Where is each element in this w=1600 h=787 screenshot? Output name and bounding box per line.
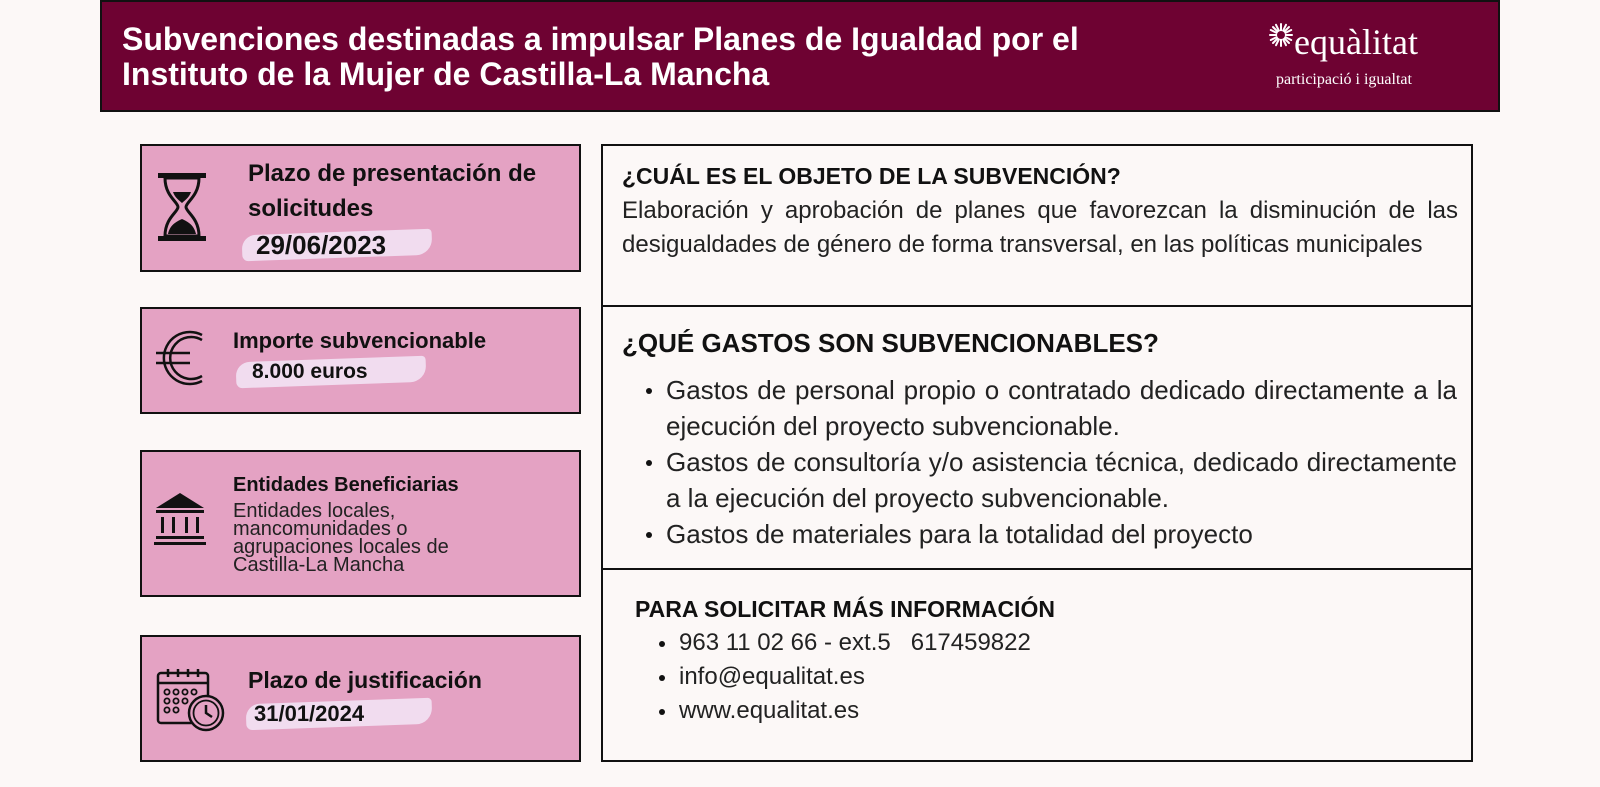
logo-tagline: participació i igualtat bbox=[1276, 71, 1412, 88]
objeto-heading: ¿CUÁL ES EL OBJETO DE LA SUBVENCIÓN? bbox=[622, 163, 1121, 189]
plazo-label: Plazo de presentación de solicitudes bbox=[248, 160, 537, 222]
info-section bbox=[603, 570, 1471, 760]
page-title: Subvenciones destinadas a impulsar Planes de Igualdad por el Instituto de la Mujer de Castilla-La Mancha bbox=[122, 21, 1079, 92]
objeto-section bbox=[603, 146, 1471, 307]
gastos-list bbox=[666, 372, 1457, 552]
card-plazo-presentacion bbox=[140, 144, 581, 272]
info-panel bbox=[601, 144, 1473, 762]
building-icon bbox=[154, 492, 206, 546]
calendar-clock-icon bbox=[156, 667, 226, 733]
contact-list bbox=[679, 626, 1451, 728]
info-heading: PARA SOLICITAR MÁS INFORMACIÓN bbox=[635, 596, 1055, 622]
importe-label: Importe subvencionable bbox=[233, 328, 487, 353]
sunburst-logo-icon bbox=[1268, 22, 1294, 48]
importe-amount: 8.000 euros bbox=[252, 360, 368, 383]
gastos-section bbox=[603, 307, 1471, 570]
hourglass-icon bbox=[156, 172, 208, 242]
card-importe bbox=[140, 307, 581, 414]
list-item: Gastos de personal propio o contratado dedicado directamente a la ejecución del proyecto subvencionable. bbox=[666, 372, 1457, 444]
card-entidades bbox=[140, 450, 581, 597]
website-link[interactable]: www.equalitat.es bbox=[679, 694, 1451, 728]
logo-name: equàlitat bbox=[1294, 22, 1418, 62]
justificacion-label: Plazo de justificación bbox=[248, 667, 482, 693]
email-link[interactable]: info@equalitat.es bbox=[679, 660, 1451, 694]
equalitat-logo bbox=[1268, 20, 1458, 96]
list-item: Gastos de consultoría y/o asistencia técnica, dedicado directamente a la ejecución del proyecto subvencionable. bbox=[666, 444, 1457, 516]
entidades-label: Entidades Beneficiarias bbox=[233, 474, 459, 496]
gastos-heading: ¿QUÉ GASTOS SON SUBVENCIONABLES? bbox=[622, 328, 1159, 358]
phone-item: 963 11 02 66 - ext.5 617459822 bbox=[679, 626, 1451, 660]
header-banner bbox=[100, 0, 1500, 112]
card-justificacion bbox=[140, 635, 581, 762]
list-item: Gastos de materiales para la totalidad del proyecto bbox=[666, 516, 1457, 552]
objeto-text: Elaboración y aprobación de planes que favorezcan la disminución de las desigualdades de género de forma transversal, en las políticas municipales bbox=[622, 197, 1458, 258]
entidades-text: Entidades locales, mancomunidades o agrupaciones locales de Castilla-La Mancha bbox=[233, 500, 449, 576]
plazo-date: 29/06/2023 bbox=[256, 230, 387, 260]
euro-icon bbox=[154, 327, 206, 389]
justificacion-date: 31/01/2024 bbox=[254, 701, 365, 726]
